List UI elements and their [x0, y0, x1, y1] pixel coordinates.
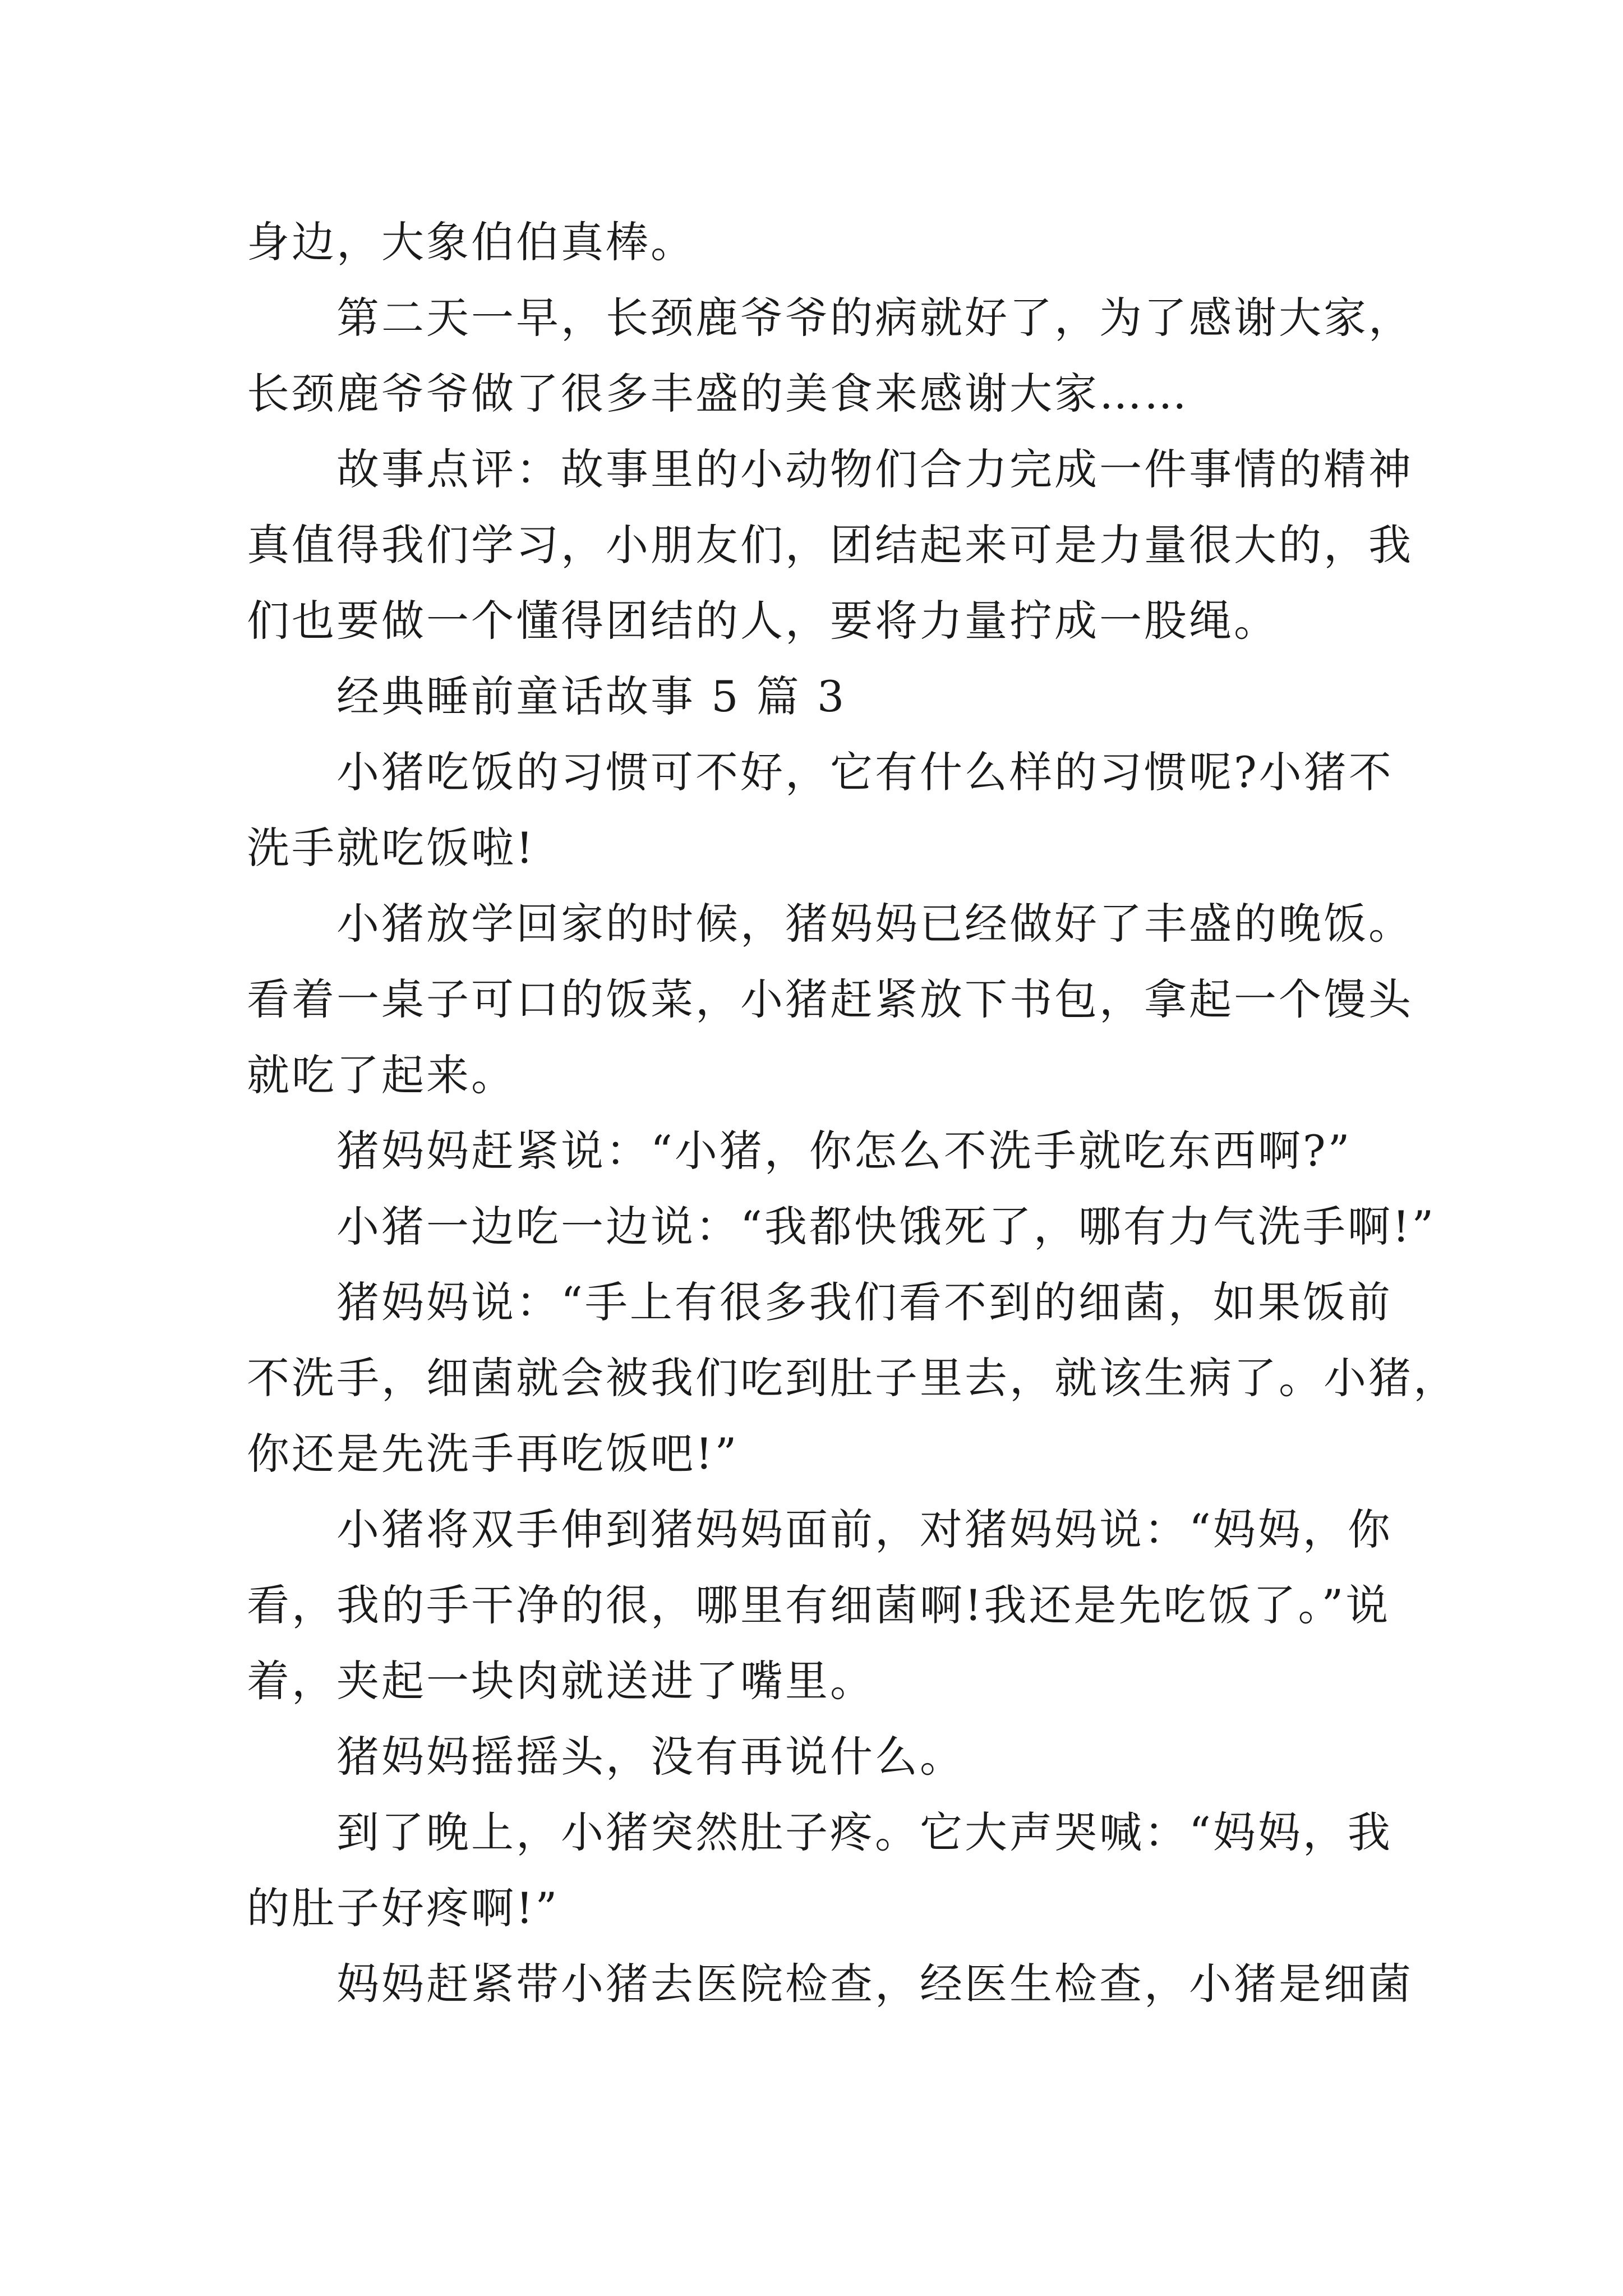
text-line-20: 着，夹起一块肉就送进了嘴里。	[247, 1656, 875, 1706]
section-heading: 经典睡前童话故事 5 篇 3	[336, 671, 847, 721]
text-line-12: 就吃了起来。	[247, 1050, 516, 1100]
text-line-5: 真值得我们学习，小朋友们，团结起来可是力量很大的，我	[247, 520, 1413, 570]
text-line-8: 小猪吃饭的习惯可不好，它有什么样的习惯呢?小猪不	[336, 747, 1394, 797]
text-line-23: 的肚子好疼啊!”	[247, 1883, 560, 1933]
text-line-15: 猪妈妈说：“手上有很多我们看不到的细菌，如果饭前	[336, 1277, 1393, 1327]
text-line-3: 长颈鹿爷爷做了很多丰盛的美食来感谢大家……	[247, 369, 1189, 418]
text-line-24: 妈妈赶紧带小猪去医院检查，经医生检查，小猪是细菌	[336, 1959, 1413, 2009]
text-line-14: 小猪一边吃一边说：“我都快饿死了，哪有力气洗手啊!”	[336, 1202, 1436, 1251]
text-line-18: 小猪将双手伸到猪妈妈面前，对猪妈妈说：“妈妈，你	[336, 1504, 1393, 1554]
text-line-2: 第二天一早，长颈鹿爷爷的病就好了，为了感谢大家，	[336, 293, 1413, 343]
text-line-6: 们也要做一个懂得团结的人，要将力量拧成一股绳。	[247, 596, 1279, 646]
text-line-1: 身边，大象伯伯真棒。	[247, 217, 695, 267]
text-line-21: 猪妈妈摇摇头，没有再说什么。	[336, 1732, 965, 1782]
text-line-9: 洗手就吃饭啦!	[247, 823, 536, 873]
text-line-17: 你还是先洗手再吃饭吧!”	[247, 1429, 739, 1479]
text-line-11: 看着一桌子可口的饭菜，小猪赶紧放下书包，拿起一个馒头	[247, 974, 1413, 1024]
text-line-19: 看，我的手干净的很，哪里有细菌啊!我还是先吃饭了。”说	[247, 1580, 1391, 1630]
text-line-13: 猪妈妈赶紧说：“小猪，你怎么不洗手就吃东西啊?”	[336, 1126, 1352, 1176]
text-line-16: 不洗手，细菌就会被我们吃到肚子里去，就该生病了。小猪，	[247, 1353, 1458, 1403]
text-line-10: 小猪放学回家的时候，猪妈妈已经做好了丰盛的晚饭。	[336, 899, 1413, 949]
text-line-22: 到了晚上，小猪突然肚子疼。它大声哭喊：“妈妈，我	[336, 1807, 1393, 1857]
text-line-4: 故事点评：故事里的小动物们合力完成一件事情的精神	[336, 444, 1413, 494]
